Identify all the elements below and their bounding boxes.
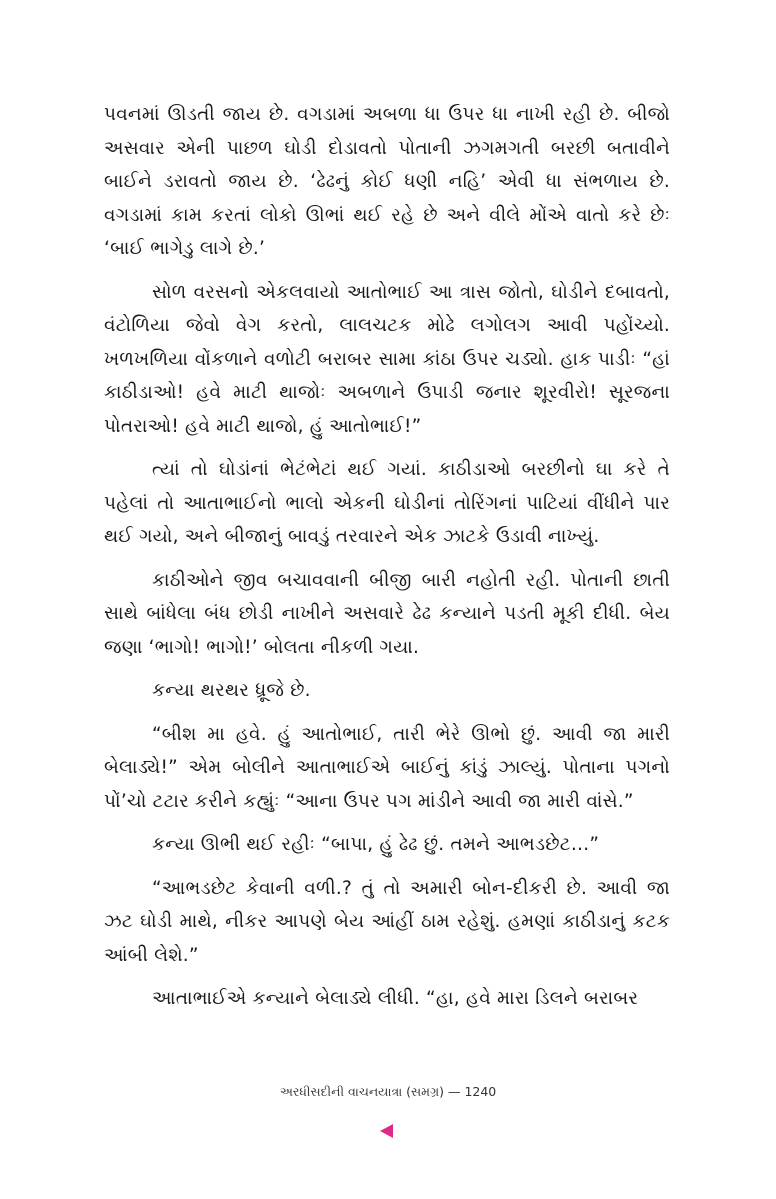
page-footer: અરધીસદીની વાચનયાત્રા (સમગ્ર) — 1240 <box>279 1084 497 1099</box>
paragraph: કન્યા ઊભી થઈ રહીઃ “બાપા, હું ઢેઢ છું. તમને આભડછેટ…” <box>152 834 600 855</box>
paragraph: આતાભાઈએ કન્યાને બેલાડ્યે લીધી. “હા, હવે મારા ડિલને બરાબર <box>152 988 639 1009</box>
paragraph: “આભડછેટ કેવાની વળી.? તું તો અમારી બોન-દીકરી છે. આવી જા ઝટ ઘોડી માથે, નીકર આપણે બેય આંહીં ઠામ રહેશું. હમણાં કાઠીડાનું કટક આંબી લેશે.” <box>104 877 670 966</box>
paragraph: સોળ વરસનો એકલવાયો આતોભાઈ આ ત્રાસ જોતો, ઘોડીને દબાવતો, વંટોળિયા જેવો વેગ કરતો, લાલચટક મોઢે લગોલગ આવી પહોંચ્યો. ખળખળિયા વોંકળાને વળોટી બરાબર સામા કાંઠા ઉપર ચડ્યો. હાક પાડીઃ “હાં કાઠીડાઓ! હવે માટી થાજોઃ અબળાને ઉપાડી જનાર શૂરવીરો! સૂરજના પોતરાઓ! હવે માટી થાજો, હું આતોભાઈ!” <box>104 281 670 437</box>
prev-page-arrow-icon[interactable] <box>380 1124 393 1138</box>
paragraph: કાઠીઓને જીવ બચાવવાની બીજી બારી નહોતી રહી. પોતાની છાતી સાથે બાંધેલા બંધ છોડી નાખીને અસવારે ઢેઢ કન્યાને પડતી મૂકી દીધી. બેય જણા ‘ભાગો! ભાગો!’ બોલતા નીકળી ગયા. <box>104 569 670 658</box>
paragraph: “બીશ મા હવે. હું આતોભાઈ, તારી ભેરે ઊભો છું. આવી જા મારી બેલાડ્યે!” એમ બોલીને આતાભાઈએ બાઈનું કાંડું ઝાલ્યું. પોતાના પગનો પોં’ચો ટટાર કરીને કહ્યુંઃ “આના ઉપર પગ માંડીને આવી જા મારી વાંસે.” <box>104 723 670 812</box>
paragraph: ત્યાં તો ઘોડાંનાં ભેટંભેટાં થઈ ગયાં. કાઠીડાઓ બરછીનો ઘા કરે તે પહેલાં તો આતાભાઈનો ભાલો એકની ઘોડીનાં તોરિંગનાં પાટિયાં વીંધીને પાર થઈ ગયો, અને બીજાનું બાવડું તરવારને એક ઝાટકે ઉડાવી નાખ્યું. <box>104 459 670 547</box>
paragraph: પવનમાં ઊડતી જાય છે. વગડામાં અબળા ધા ઉપર ધા નાખી રહી છે. બીજો અસવાર એની પાછળ ઘોડી દોડાવતો પોતાની ઝગમગતી બરછી બતાવીને બાઈને ડરાવતો જાય છે. ‘ઢેઢનું કોઈ ધણી નહિ’ એવી ધા સંભળાય છે. વગડામાં કામ કરતાં લોકો ઊભાં થઈ રહે છે અને વીલે મોંએ વાતો કરે છેઃ ‘બાઈ ભાગેડુ લાગે છે.’ <box>104 104 670 259</box>
page-body <box>104 98 670 1016</box>
paragraph: કન્યા થરથર ધ્રૂજે છે. <box>152 680 311 701</box>
